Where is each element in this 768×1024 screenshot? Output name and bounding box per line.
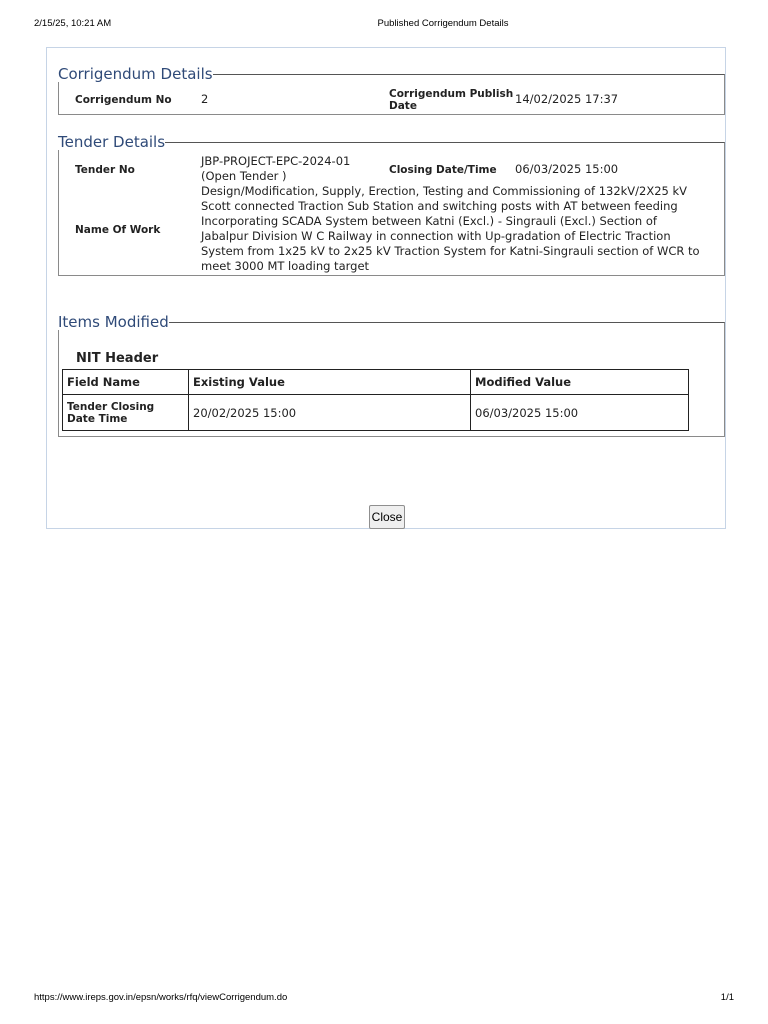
print-datetime: 2/15/25, 10:21 AM [34,18,112,29]
page-container [46,47,726,529]
print-footer [0,992,768,1006]
name-of-work-value [201,184,721,274]
closing-date-value: 06/03/2025 15:00 [515,162,619,176]
corrigendum-no-value: 2 [201,92,209,106]
print-page-number: 1/1 [720,992,734,1003]
column-header-field-name: Field Name [63,370,189,395]
work-line: Scott connected Traction Sub Station and switching posts with AT between feeding [201,199,678,213]
field-name-cell [63,395,189,431]
work-line: Design/Modification, Supply, Erection, Testing and Commissioning of 132kV/2X25 kV [201,184,688,198]
column-header-existing-value: Existing Value [189,370,471,395]
corrigendum-publish-date-label [389,88,513,112]
tender-no-text: JBP-PROJECT-EPC-2024-01 [201,154,351,168]
items-modified-table [62,369,689,431]
publish-label-line2: Date [389,100,417,112]
corrigendum-publish-date-value: 14/02/2025 17:37 [515,92,619,106]
existing-value-cell: 20/02/2025 15:00 [189,395,471,431]
work-line: meet 3000 MT loading target [201,259,370,273]
corrigendum-details-legend: Corrigendum Details [58,65,213,83]
field-name-line2: Date Time [67,412,128,425]
items-modified-legend: Items Modified [58,313,169,331]
table-header-row [63,370,689,395]
work-line: System from 1x25 kV to 2x25 kV Traction System for Katni-Singrauli section of WCR to [201,244,700,258]
work-line: Jabalpur Division W C Railway in connection with Up-gradation of Electric Traction [201,229,671,243]
tender-no-value [201,154,350,184]
print-url: https://www.ireps.gov.in/epsn/works/rfq/viewCorrigendum.do [34,992,288,1003]
corrigendum-no-label: Corrigendum No [75,94,172,106]
nit-header-title: NIT Header [76,351,159,366]
tender-details-legend: Tender Details [58,133,166,151]
name-of-work-label: Name Of Work [75,224,161,236]
close-button[interactable]: Close [369,505,405,529]
field-name-line1: Tender Closing [67,400,155,413]
publish-label-line1: Corrigendum Publish [389,88,514,100]
print-title: Published Corrigendum Details [377,18,509,29]
print-header [0,18,768,32]
tender-no-label: Tender No [75,164,135,176]
work-line: Incorporating SCADA System between Katni (Excl.) - Singrauli (Excl.) Section of [201,214,657,228]
modified-value-cell: 06/03/2025 15:00 [471,395,689,431]
tender-type-text: (Open Tender ) [201,169,287,183]
table-row [63,395,689,431]
column-header-modified-value: Modified Value [471,370,689,395]
closing-date-label: Closing Date/Time [389,164,497,176]
